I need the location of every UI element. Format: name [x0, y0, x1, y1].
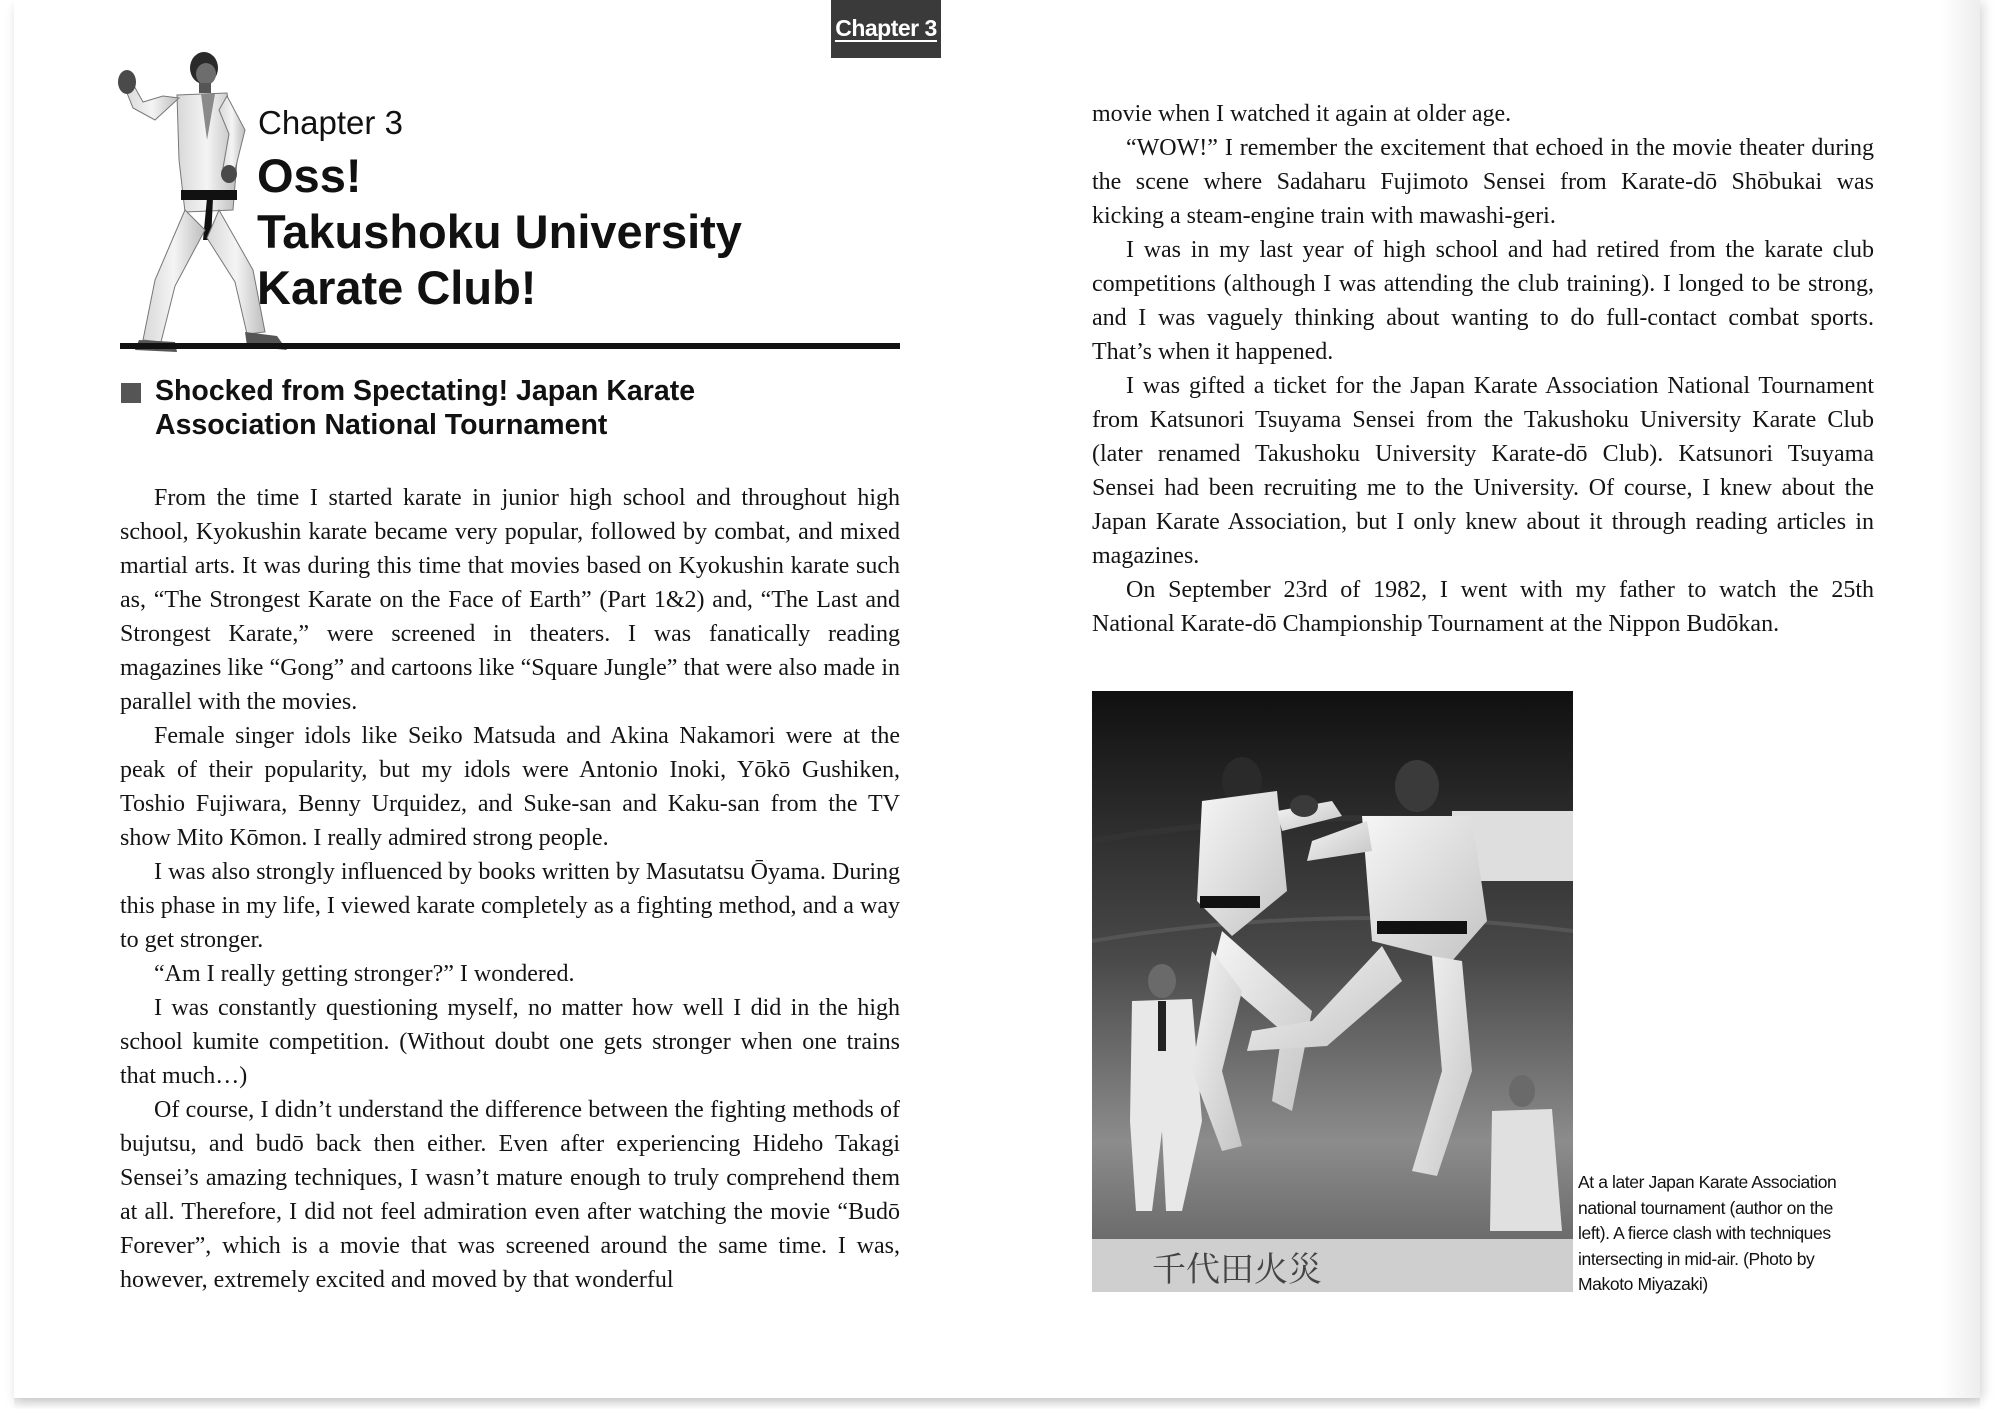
section-heading-line: Shocked from Spectating! Japan Karate	[155, 375, 696, 407]
section-heading-line: Association National Tournament	[155, 409, 608, 441]
right-column-text	[1092, 97, 1874, 641]
tournament-photo	[1092, 691, 1573, 1292]
paragraph: “Am I really getting stronger?” I wondered.	[154, 961, 575, 987]
paragraph: Of course, I didn’t understand the difference between the fighting methods of bujutsu, and budō back then either. Even after experiencing Hideho Takagi Sensei’s amazing techniques, I wasn’t mature enough to truly comprehend them at all. Therefore, I did not feel admiration even after watching the movie “Budō Forever”, which is a movie that was screened around the same time. I was, however, extremely excited and moved by that wonderful	[120, 1097, 900, 1293]
photo-banner-text: 千代田火災	[1152, 1250, 1322, 1290]
paragraph: I was constantly questioning myself, no matter how well I did in the high school kumite competition. (Without doubt one gets stronger when one trains that much…)	[120, 995, 900, 1089]
chapter-title	[257, 148, 897, 316]
chapter-title-line: Karate Club!	[257, 261, 537, 314]
paragraph: I was gifted a ticket for the Japan Karate Association National Tournament from Katsunori Tsuyama Sensei from the Takushoku University Karate Club (later renamed Takushoku University Karate-dō Club). Katsunori Tsuyama Sensei had been recruiting me to the University. Of course, I knew about the Japan Karate Association, but I only knew about it through reading articles in magazines.	[1092, 373, 1874, 569]
paragraph: “WOW!” I remember the excitement that echoed in the movie theater during the scene where Sadaharu Fujimoto Sensei from Karate-dō Shōbukai was kicking a steam-engine train with mawashi-geri.	[1092, 135, 1874, 229]
photo-caption	[1578, 1170, 1838, 1298]
caption-line: At a later Japan Karate Association	[1578, 1172, 1837, 1192]
chapter-title-line: Oss!	[257, 149, 362, 202]
section-heading	[155, 374, 915, 442]
paragraph: I was also strongly influenced by books written by Masutatsu Ōyama. During this phase in my life, I viewed karate completely as a fighting method, and a way to get stronger.	[120, 859, 900, 953]
bottom-edge-shadow	[14, 1398, 1980, 1409]
chapter-tab-label: Chapter 3	[835, 15, 937, 41]
section-marker-square	[121, 383, 141, 403]
chapter-tab	[831, 0, 941, 58]
caption-line: intersecting in mid-air. (Photo by	[1578, 1248, 1815, 1269]
paragraph-continuation: movie when I watched it again at older age.	[1092, 101, 1512, 127]
caption-line: national tournament (author on the	[1578, 1197, 1833, 1218]
caption-line: Makoto Miyazaki)	[1578, 1274, 1708, 1294]
left-column-text	[120, 481, 900, 1297]
paragraph: I was in my last year of high school and had retired from the karate club competitions (although I was attending the club training). I longed to be strong, and I was vaguely thinking about wanting to do full-contact combat sports. That’s when it happened.	[1092, 237, 1874, 365]
chapter-title-line: Takushoku University	[257, 205, 742, 258]
paragraph: From the time I started karate in junior high school and throughout high school, Kyokushin karate became very popular, followed by combat, and mixed martial arts. It was during this time that movies based on Kyokushin karate such as, “The Strongest Karate on the Face of Earth” (Part 1&2) and, “The Last and Strongest Karate,” were screened in theaters. I was fanatically reading magazines like “Gong” and cartoons like “Square Jungle” that were also made in parallel with the movies.	[120, 485, 900, 715]
paragraph: Female singer idols like Seiko Matsuda and Akina Nakamori were at the peak of their popularity, but my idols were Antonio Inoki, Yōkō Gushiken, Toshio Fujiwara, Benny Urquidez, and Suke-san and Kaku-san from the TV show Mito Kōmon. I really admired strong people.	[120, 723, 900, 851]
page-edge-shadow	[1940, 0, 1980, 1398]
caption-line: left). A fierce clash with techniques	[1578, 1223, 1831, 1243]
paragraph: On September 23rd of 1982, I went with my father to watch the 25th National Karate-dō Championship Tournament at the Nippon Budōkan.	[1092, 577, 1874, 637]
title-rule	[120, 343, 900, 349]
chapter-label: Chapter 3	[258, 104, 403, 141]
